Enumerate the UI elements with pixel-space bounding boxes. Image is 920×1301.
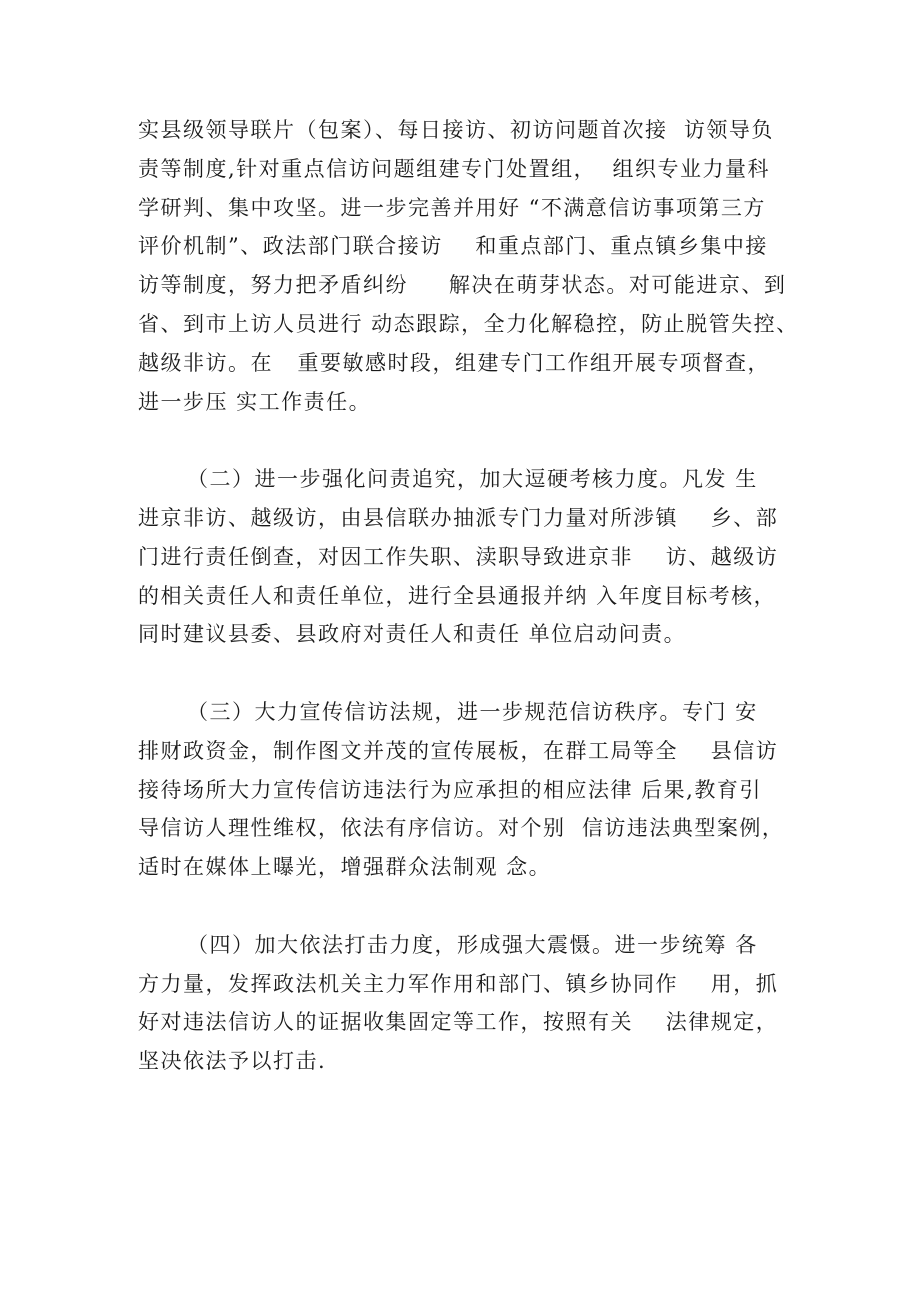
section-two-heading-line: （二）进一步强化问责追究，加大逗硬考核力度。凡发 生 [138, 467, 758, 492]
text-line: 责等制度,针对重点信访问题组建专门处置组， 组织专业力量科 [138, 156, 771, 181]
text-line: 好对违法信访人的证据收集固定等工作，按照有关 法律规定， [138, 1010, 779, 1035]
text-line: 越级非访。在 重要敏感时段，组建专门工作组开展专项督查， [138, 350, 771, 375]
blank-line [138, 887, 798, 926]
section-four-heading-line: （四）加大依法打击力度，形成强大震慑。进一步统筹 各 [138, 932, 758, 957]
text-line: 学研判、集中攻坚。进一步完善并用好 “不满意信访事项第三方 [138, 195, 766, 220]
blank-line [138, 654, 798, 693]
blank-line [138, 421, 798, 460]
text-line: 进一步压 实工作责任。 [138, 389, 372, 414]
text-line: 的相关责任人和责任单位，进行全县通报并纳 入年度目标考核， [138, 583, 777, 608]
text-line: 坚决依法予以打击. [138, 1049, 327, 1074]
section-three-heading-line: （三）大力宣传信访法规，进一步规范信访秩序。专门 安 [138, 699, 758, 724]
text-line: 门进行责任倒查，对因工作失职、渎职导致进京非 访、越级访 [138, 544, 779, 569]
text-line: 评价机制”、政法部门联合接访 和重点部门、重点镇乡集中接 [138, 234, 768, 259]
text-line: 导信访人理性维权，依法有序信访。对个别 信访违法典型案例， [138, 816, 785, 841]
body-text [138, 111, 798, 1081]
text-line: 排财政资金，制作图文并茂的宣传展板，在群工局等全 县信访 [138, 738, 779, 763]
text-line: 实县级领导联片（包案）、每日接访、初访问题首次接 访领导负 [138, 118, 774, 142]
text-line: 进京非访、越级访，由县信联办抽派专门力量对所涉镇 乡、部 [138, 505, 779, 530]
text-line: 同时建议县委、县政府对责任人和责任 单位启动问责。 [138, 622, 687, 647]
text-line: 访等制度，努力把矛盾纠纷 解决在萌芽状态。对可能进京、到 [138, 273, 787, 298]
text-line: 方力量，发挥政法机关主力军作用和部门、镇乡协同作 用，抓 [138, 971, 779, 996]
text-line: 省、到市上访人员进行 动态跟踪，全力化解稳控，防止脱管失控、 [138, 311, 799, 336]
text-line: 接待场所大力宣传信访违法行为应承担的相应法律 后果,教育引 [138, 777, 762, 802]
text-line: 适时在媒体上曝光，增强群众法制观 念。 [138, 855, 552, 880]
